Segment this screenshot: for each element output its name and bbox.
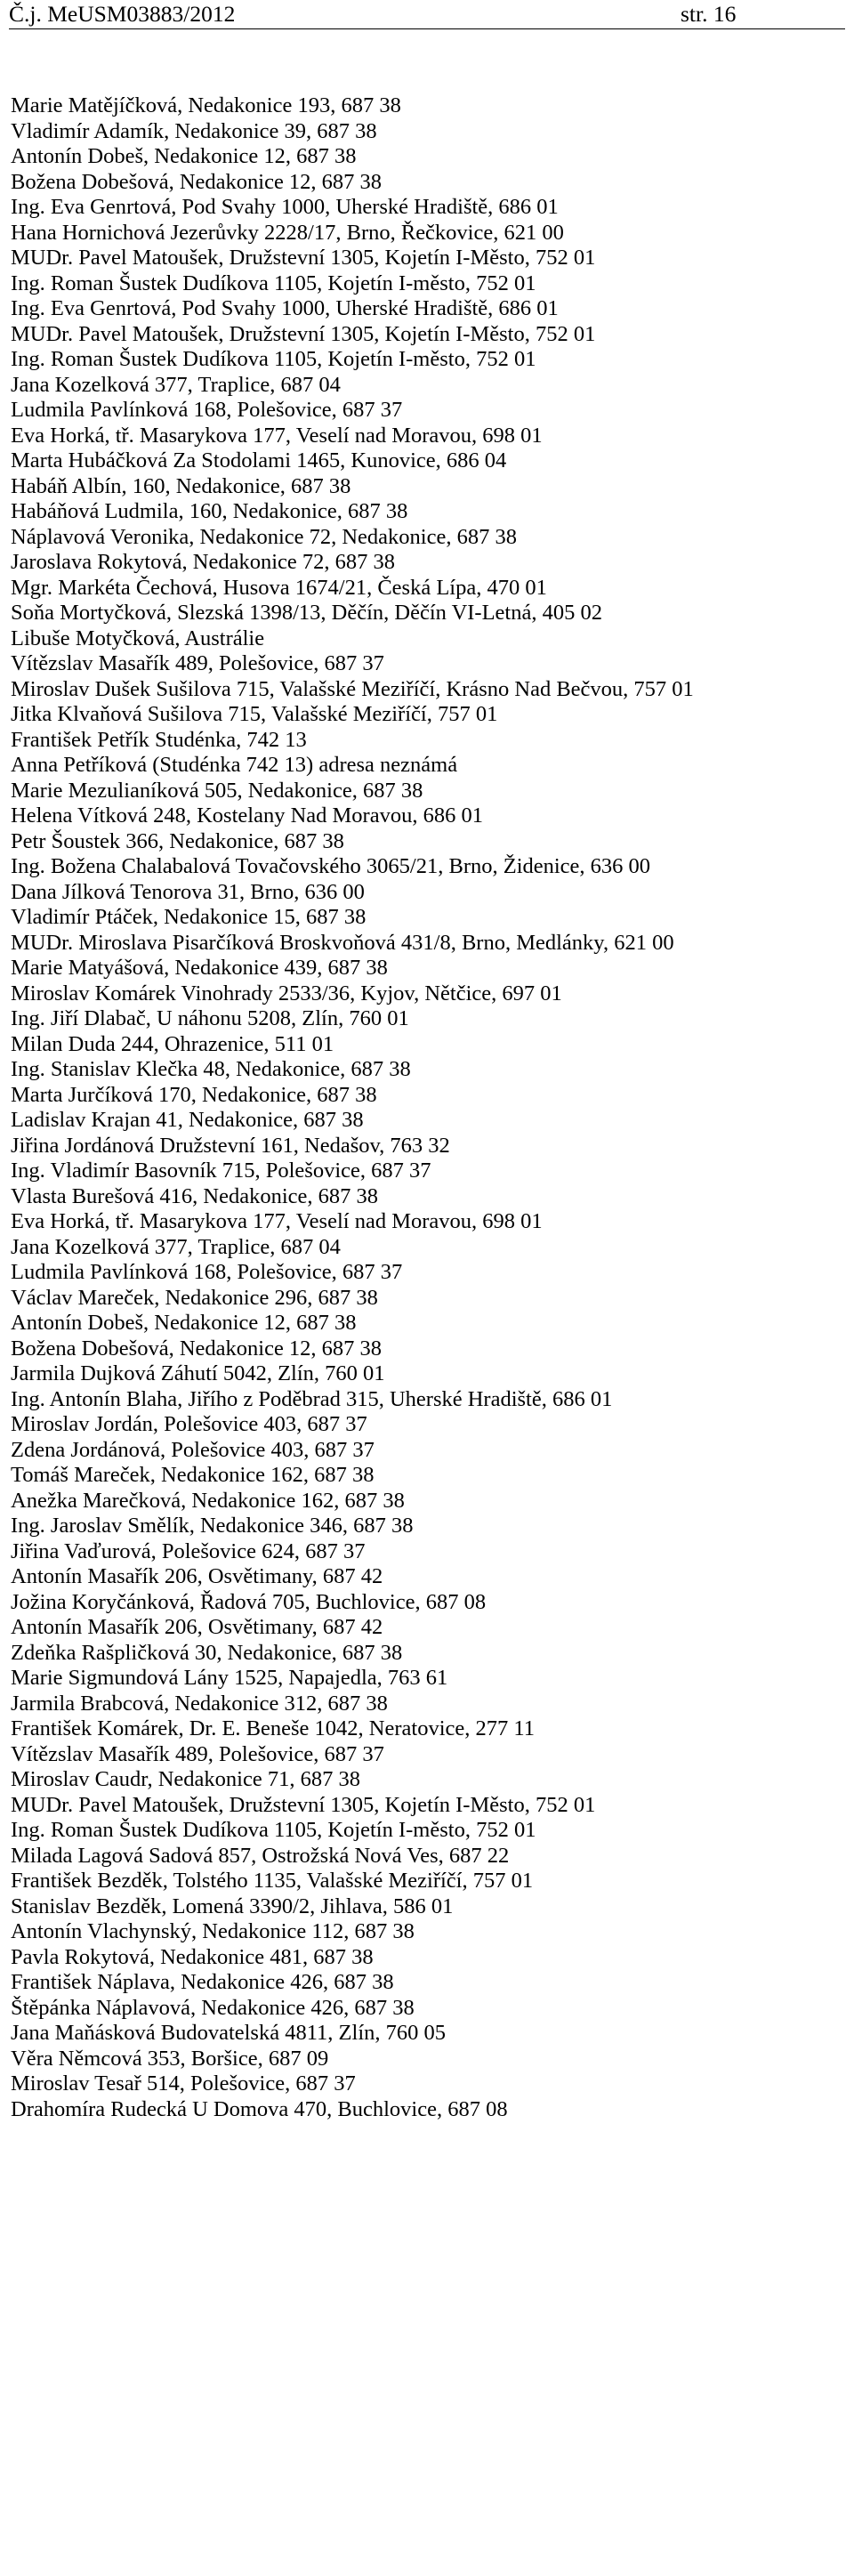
address-line: Jiřina Vaďurová, Polešovice 624, 687 37 xyxy=(11,1538,366,1563)
document-reference: Č.j. MeUSM03883/2012 xyxy=(9,1,236,27)
address-line: Ludmila Pavlínková 168, Polešovice, 687 37 xyxy=(11,398,403,422)
address-line: MUDr. Pavel Matoušek, Družstevní 1305, Kojetín I-Město, 752 01 xyxy=(11,321,596,346)
address-line: Antonín Vlachynský, Nedakonice 112, 687 38 xyxy=(11,1919,415,1943)
address-line: Stanislav Bezděk, Lomená 3390/2, Jihlava, 586 01 xyxy=(11,1894,454,1918)
address-line: Božena Dobešová, Nedakonice 12, 687 38 xyxy=(11,169,383,194)
address-line: Božena Dobešová, Nedakonice 12, 687 38 xyxy=(11,1336,383,1361)
address-line: Ing. Božena Chalabalová Tovačovského 3065/21, Brno, Židenice, 636 00 xyxy=(11,854,651,878)
address-line: Vladimír Adamík, Nedakonice 39, 687 38 xyxy=(11,118,377,143)
address-line: Marie Matějíčková, Nedakonice 193, 687 38 xyxy=(11,93,401,117)
address-line: František Komárek, Dr. E. Beneše 1042, Neratovice, 277 11 xyxy=(11,1716,535,1740)
address-line: Antonín Dobeš, Nedakonice 12, 687 38 xyxy=(11,144,357,168)
address-line: Milan Duda 244, Ohrazenice, 511 01 xyxy=(11,1031,334,1056)
address-line: Marta Hubáčková Za Stodolami 1465, Kunovice, 686 04 xyxy=(11,448,507,472)
address-line: Pavla Rokytová, Nedakonice 481, 687 38 xyxy=(11,1944,374,1969)
address-line: Ing. Antonín Blaha, Jiřího z Poděbrad 315, Uherské Hradiště, 686 01 xyxy=(11,1386,613,1411)
address-line: Jiřina Jordánová Družstevní 161, Nedašov, 763 32 xyxy=(11,1133,450,1158)
address-line: Ing. Eva Genrtová, Pod Svahy 1000, Uherské Hradiště, 686 01 xyxy=(11,195,559,219)
address-line: Helena Vítková 248, Kostelany Nad Moravou, 686 01 xyxy=(11,803,483,828)
address-line: František Petřík Studénka, 742 13 xyxy=(11,727,307,752)
address-line: Miroslav Caudr, Nedakonice 71, 687 38 xyxy=(11,1767,360,1791)
address-line: Štěpánka Náplavová, Nedakonice 426, 687 38 xyxy=(11,1995,415,2020)
address-line: Zdeňka Rašpličková 30, Nedakonice, 687 38 xyxy=(11,1640,403,1665)
address-line: Ing. Roman Šustek Dudíkova 1105, Kojetín I-město, 752 01 xyxy=(11,347,536,371)
address-line: Drahomíra Rudecká U Domova 470, Buchlovice, 687 08 xyxy=(11,2096,508,2121)
address-line: Dana Jílková Tenorova 31, Brno, 636 00 xyxy=(11,879,365,904)
address-line: Marta Jurčíková 170, Nedakonice, 687 38 xyxy=(11,1082,377,1107)
address-line: Vladimír Ptáček, Nedakonice 15, 687 38 xyxy=(11,905,367,929)
address-list xyxy=(11,93,852,2122)
address-line: Náplavová Veronika, Nedakonice 72, Nedakonice, 687 38 xyxy=(11,524,517,549)
address-line: Vlasta Burešová 416, Nedakonice, 687 38 xyxy=(11,1183,378,1208)
address-line: Soňa Mortyčková, Slezská 1398/13, Děčín, Děčín VI-Letná, 405 02 xyxy=(11,601,602,625)
address-line: Miroslav Dušek Sušilova 715, Valašské Meziříčí, Krásno Nad Bečvou, 757 01 xyxy=(11,676,694,701)
address-line: Ing. Stanislav Klečka 48, Nedakonice, 687 38 xyxy=(11,1057,411,1081)
address-line: Ing. Roman Šustek Dudíkova 1105, Kojetín I-město, 752 01 xyxy=(11,271,536,295)
address-line: Anna Petříková (Studénka 742 13) adresa neznámá xyxy=(11,753,458,777)
address-line: Vítězslav Masařík 489, Polešovice, 687 37 xyxy=(11,651,384,675)
address-line: Mgr. Markéta Čechová, Husova 1674/21, Česká Lípa, 470 01 xyxy=(11,575,547,600)
address-line: Jožina Koryčánková, Řadová 705, Buchlovice, 687 08 xyxy=(11,1589,487,1614)
address-line: Antonín Masařík 206, Osvětimany, 687 42 xyxy=(11,1564,383,1588)
address-line: Habáň Albín, 160, Nedakonice, 687 38 xyxy=(11,473,351,498)
address-line: MUDr. Miroslava Pisarčíková Broskvoňová 431/8, Brno, Medlánky, 621 00 xyxy=(11,930,674,955)
address-line: Václav Mareček, Nedakonice 296, 687 38 xyxy=(11,1285,378,1310)
address-line: Jana Kozelková 377, Traplice, 687 04 xyxy=(11,1234,341,1259)
address-line: Jitka Klvaňová Sušilova 715, Valašské Meziříčí, 757 01 xyxy=(11,702,498,726)
address-line: Tomáš Mareček, Nedakonice 162, 687 38 xyxy=(11,1463,375,1487)
address-line: Miroslav Jordán, Polešovice 403, 687 37 xyxy=(11,1412,367,1436)
address-line: Antonín Dobeš, Nedakonice 12, 687 38 xyxy=(11,1311,357,1335)
address-line: Hana Hornichová Jezerůvky 2228/17, Brno, Řečkovice, 621 00 xyxy=(11,220,564,245)
address-line: Marie Matyášová, Nedakonice 439, 687 38 xyxy=(11,956,388,980)
address-line: Libuše Motyčková, Austrálie xyxy=(11,626,265,650)
address-line: Eva Horká, tř. Masarykova 177, Veselí nad Moravou, 698 01 xyxy=(11,1209,543,1233)
address-line: Jana Maňásková Budovatelská 4811, Zlín, 760 05 xyxy=(11,2021,447,2045)
address-line: Habáňová Ludmila, 160, Nedakonice, 687 38 xyxy=(11,499,408,523)
address-line: Vítězslav Masařík 489, Polešovice, 687 37 xyxy=(11,1741,384,1766)
address-line: Ing. Eva Genrtová, Pod Svahy 1000, Uherské Hradiště, 686 01 xyxy=(11,296,559,320)
address-line: Marie Sigmundová Lány 1525, Napajedla, 763 61 xyxy=(11,1666,448,1690)
address-line: Ing. Vladimír Basovník 715, Polešovice, 687 37 xyxy=(11,1159,431,1183)
address-line: Marie Mezulianíková 505, Nedakonice, 687 38 xyxy=(11,778,423,803)
address-line: František Náplava, Nedakonice 426, 687 38 xyxy=(11,1970,394,1994)
page-header xyxy=(9,0,845,29)
address-line: Anežka Marečková, Nedakonice 162, 687 38 xyxy=(11,1488,405,1513)
address-line: Ing. Jiří Dlabač, U náhonu 5208, Zlín, 760 01 xyxy=(11,1006,409,1030)
address-line: Zdena Jordánová, Polešovice 403, 687 37 xyxy=(11,1437,375,1462)
address-line: František Bezděk, Tolstého 1135, Valašské Meziříčí, 757 01 xyxy=(11,1869,534,1893)
address-line: Věra Němcová 353, Boršice, 687 09 xyxy=(11,2046,329,2071)
page-number: str. 16 xyxy=(681,1,737,27)
address-line: Jarmila Dujková Záhutí 5042, Zlín, 760 01 xyxy=(11,1361,385,1385)
address-line: Petr Šoustek 366, Nedakonice, 687 38 xyxy=(11,828,344,853)
address-line: Antonín Masařík 206, Osvětimany, 687 42 xyxy=(11,1615,383,1639)
address-line: Ing. Roman Šustek Dudíkova 1105, Kojetín I-město, 752 01 xyxy=(11,1818,536,1842)
address-line: Jana Kozelková 377, Traplice, 687 04 xyxy=(11,372,341,397)
address-line: Ludmila Pavlínková 168, Polešovice, 687 37 xyxy=(11,1260,403,1284)
address-line: MUDr. Pavel Matoušek, Družstevní 1305, Kojetín I-Město, 752 01 xyxy=(11,246,596,270)
address-line: Ing. Jaroslav Smělík, Nedakonice 346, 687 38 xyxy=(11,1514,414,1538)
address-line: Jaroslava Rokytová, Nedakonice 72, 687 38 xyxy=(11,550,396,574)
address-line: Milada Lagová Sadová 857, Ostrožská Nová Ves, 687 22 xyxy=(11,1843,510,1868)
address-line: Ladislav Krajan 41, Nedakonice, 687 38 xyxy=(11,1108,364,1132)
address-line: MUDr. Pavel Matoušek, Družstevní 1305, Kojetín I-Město, 752 01 xyxy=(11,1792,596,1817)
address-line: Jarmila Brabcová, Nedakonice 312, 687 38 xyxy=(11,1691,388,1716)
address-line: Miroslav Tesař 514, Polešovice, 687 37 xyxy=(11,2071,356,2096)
address-line: Eva Horká, tř. Masarykova 177, Veselí nad Moravou, 698 01 xyxy=(11,423,543,448)
address-line: Miroslav Komárek Vinohrady 2533/36, Kyjov, Nětčice, 697 01 xyxy=(11,981,562,1005)
